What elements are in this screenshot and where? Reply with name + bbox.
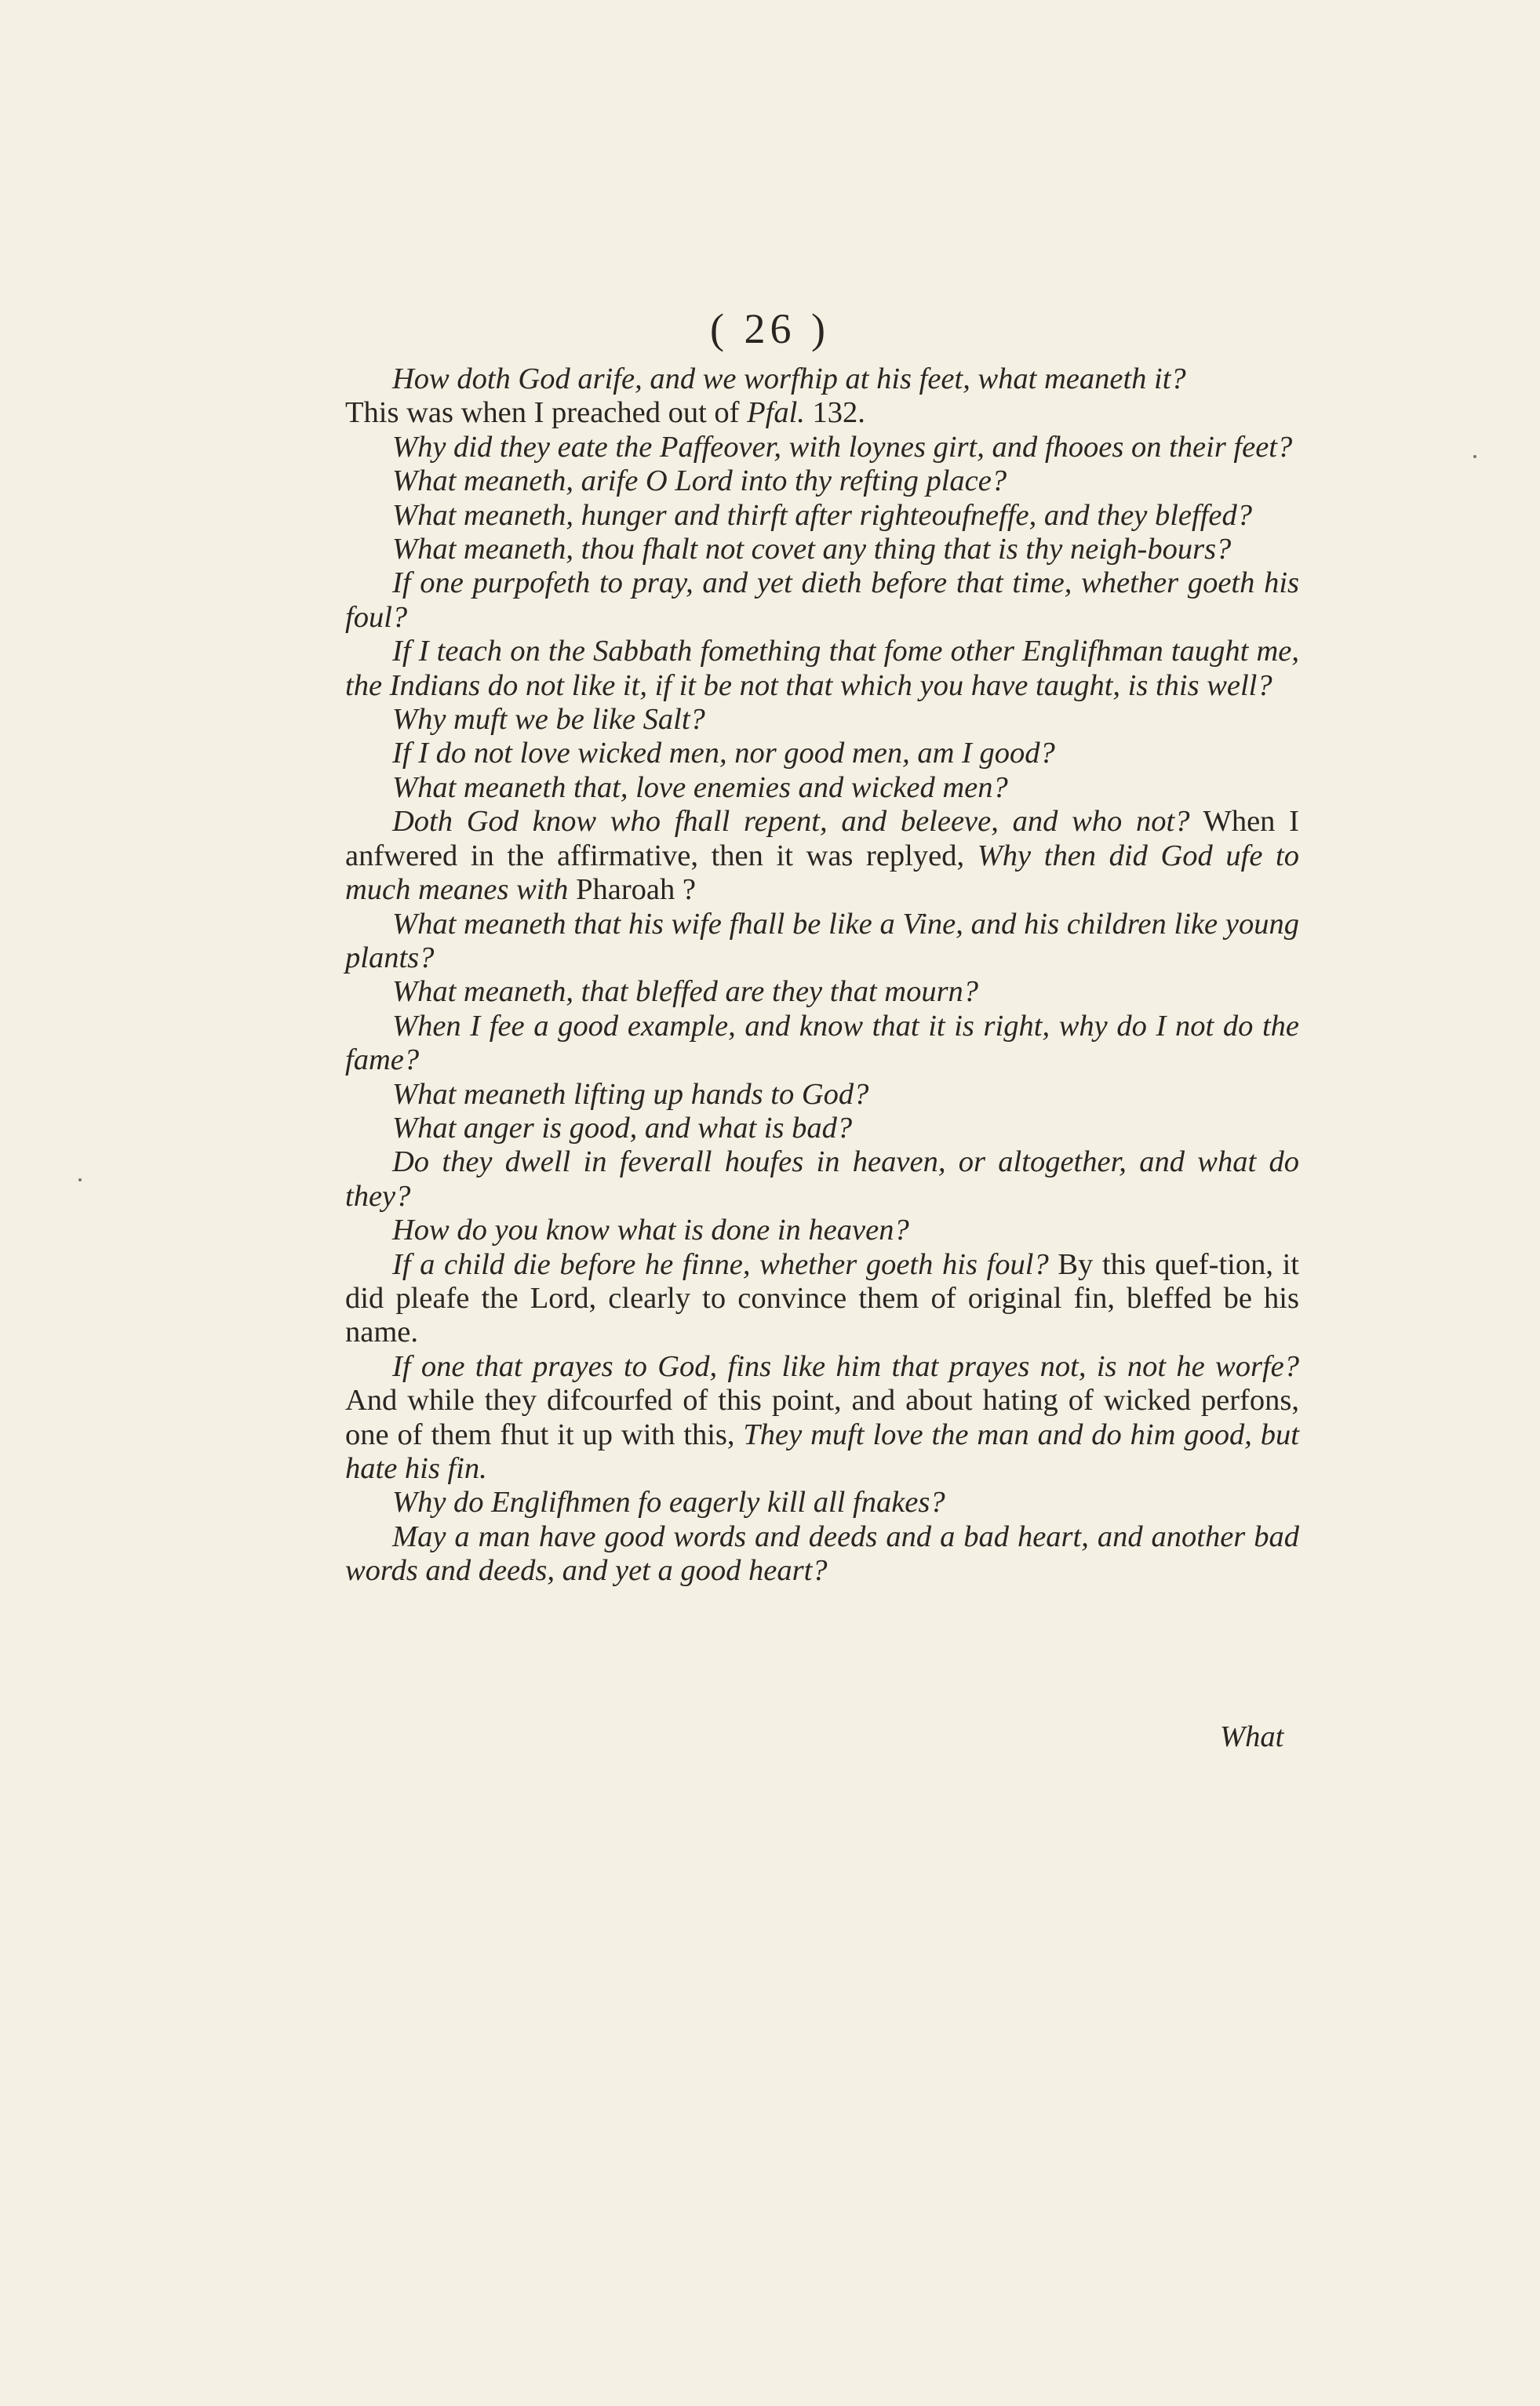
paragraph <box>345 771 1299 805</box>
paragraph <box>345 908 1299 976</box>
paragraph <box>345 1350 1299 1487</box>
italic-text: If one purpofeth to pray, and yet dieth before that time, whether goeth his foul? <box>345 566 1299 634</box>
italic-text: Do they dwell in feverall houfes in heaven, or altogether, and what do they? <box>345 1145 1299 1213</box>
body-text <box>345 362 1299 1589</box>
paragraph <box>345 396 1299 430</box>
roman-text: When I anfwered in the affirmative, then it was replyed, <box>345 805 1299 872</box>
italic-text: Why muft we be like Salt? <box>392 703 705 737</box>
paper-speck <box>1473 455 1476 458</box>
paragraph <box>345 431 1299 464</box>
italic-text: When I fee a good example, and know that it is right, why do I not do the fame? <box>345 1009 1299 1077</box>
paragraph <box>345 1520 1299 1589</box>
paragraph <box>345 1078 1299 1112</box>
italic-text: What meaneth, arife O Lord into thy refting place? <box>392 464 1007 498</box>
roman-text: This was when I preached out of <box>345 396 748 430</box>
paragraph <box>345 1145 1299 1214</box>
paragraph <box>345 703 1299 737</box>
paragraph <box>345 566 1299 635</box>
italic-text: What meaneth, thou fhalt not covet any thing that is thy neigh-bours? <box>392 533 1232 566</box>
italic-text: Why do Englifhmen fo eagerly kill all fnakes? <box>392 1486 945 1520</box>
roman-text: And while they difcourfed of this point, and about hating of wicked perfons, one of them fhut it up with this, <box>345 1384 1299 1451</box>
italic-text: Why did they eate the Paffeover, with loynes girt, and fhooes on their feet? <box>392 430 1293 464</box>
italic-text: What meaneth, that bleffed are they that mourn? <box>392 975 979 1009</box>
paragraph <box>345 1486 1299 1520</box>
roman-text: 132. <box>804 396 865 430</box>
paragraph <box>345 533 1299 566</box>
italic-text: What meaneth that, love enemies and wicked men? <box>392 770 1008 804</box>
page-number: ( 26 ) <box>710 305 830 352</box>
italic-text: What meaneth, hunger and thirft after righteoufneffe, and they bleffed? <box>392 498 1252 532</box>
paragraph <box>345 805 1299 907</box>
paragraph <box>345 635 1299 703</box>
paragraph <box>345 499 1299 533</box>
paragraph <box>345 1010 1299 1078</box>
paragraph <box>345 737 1299 770</box>
italic-text: Why then did God ufe to much meanes with <box>345 839 1299 907</box>
italic-text: What meaneth lifting up hands to God? <box>392 1077 869 1111</box>
italic-text: If one that prayes to God, fins like him that prayes not, is not he worfe? <box>392 1349 1299 1383</box>
paragraph <box>345 1214 1299 1247</box>
italic-text: They muft love the man and do him good, but hate his fin. <box>345 1418 1299 1485</box>
paragraph <box>345 464 1299 498</box>
roman-text: Pharoah ? <box>568 873 696 907</box>
italic-text: What anger is good, and what is bad? <box>392 1111 853 1145</box>
paragraph <box>345 1248 1299 1350</box>
italic-text: If I teach on the Sabbath fomething that fome other Englifhman taught me, the Indians do not like it, if it be not that which you have taught, is this well? <box>345 635 1299 702</box>
italic-text: How do you know what is done in heaven? <box>392 1214 909 1247</box>
italic-text: Doth God know who fhall repent, and beleeve, and who not? <box>392 805 1190 839</box>
paragraph <box>345 1112 1299 1145</box>
italic-text: May a man have good words and deeds and a bad heart, and another bad words and deeds, and yet a good heart? <box>345 1520 1299 1588</box>
paragraph <box>345 975 1299 1009</box>
paper-speck <box>78 1178 82 1181</box>
italic-text: If a child die before he finne, whether goeth his foul? <box>392 1247 1049 1281</box>
italic-text: If I do not love wicked men, nor good men, am I good? <box>392 737 1055 770</box>
roman-text: By this quef-tion, it did pleafe the Lord, clearly to convince them of original fin, bleffed be his name. <box>345 1247 1300 1349</box>
italic-text: How doth God arife, and we worfhip at his feet, what meaneth it? <box>392 362 1186 395</box>
italic-text: What meaneth that his wife fhall be like a Vine, and his children like young plants? <box>345 907 1299 974</box>
catchword: What <box>1220 1720 1284 1753</box>
italic-text: Pfal. <box>747 396 805 430</box>
paragraph <box>345 362 1299 396</box>
